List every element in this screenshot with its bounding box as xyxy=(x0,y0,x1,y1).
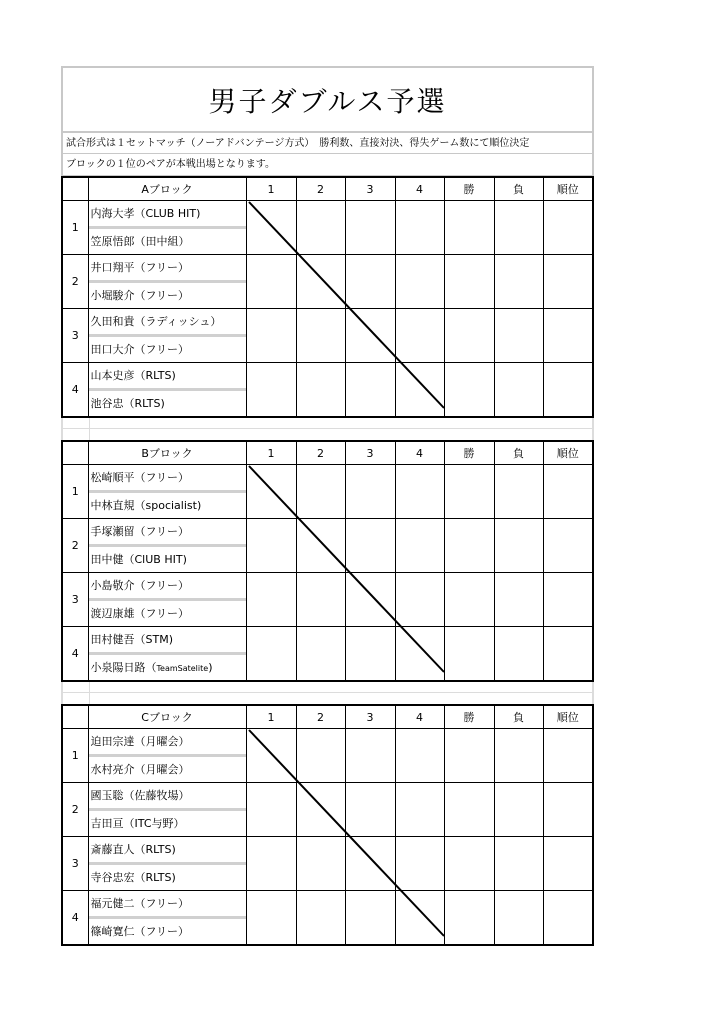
score-cell[interactable] xyxy=(296,201,345,255)
col-header-rank: 順位 xyxy=(543,177,593,201)
score-cell[interactable] xyxy=(296,363,345,418)
pair-number: 4 xyxy=(62,891,88,946)
col-header-losses: 負 xyxy=(494,705,543,729)
wins-cell[interactable] xyxy=(444,363,494,418)
rank-cell[interactable] xyxy=(543,519,593,573)
losses-cell[interactable] xyxy=(494,891,543,946)
score-cell[interactable] xyxy=(246,837,296,891)
header-row xyxy=(62,705,593,729)
pair-number: 1 xyxy=(62,465,88,519)
player-name xyxy=(89,655,246,680)
score-cell[interactable] xyxy=(345,891,395,946)
rank-cell[interactable] xyxy=(543,573,593,627)
losses-cell[interactable] xyxy=(494,363,543,418)
pair-names xyxy=(88,783,246,837)
col-header-2: 2 xyxy=(296,177,345,201)
pair-names xyxy=(88,201,246,255)
score-cell[interactable] xyxy=(395,837,444,891)
pair-row xyxy=(62,783,593,837)
block-name: Cブロック xyxy=(88,705,246,729)
player-name: 久田和貴（ラディッシュ） xyxy=(89,309,246,337)
player-name: 斎藤直人（RLTS) xyxy=(89,837,246,865)
sheet xyxy=(61,66,594,946)
pair-row xyxy=(62,201,593,255)
player-name: 國玉聡（佐藤牧場） xyxy=(89,783,246,811)
pair-row xyxy=(62,519,593,573)
pair-row xyxy=(62,363,593,418)
col-header-rank: 順位 xyxy=(543,441,593,465)
score-cell[interactable] xyxy=(296,627,345,682)
score-cell[interactable] xyxy=(345,309,395,363)
score-cell[interactable] xyxy=(345,837,395,891)
pair-names xyxy=(88,573,246,627)
score-cell[interactable] xyxy=(246,891,296,946)
score-cell[interactable] xyxy=(296,519,345,573)
block-c-table xyxy=(61,704,594,946)
pair-row xyxy=(62,837,593,891)
pair-number: 3 xyxy=(62,837,88,891)
col-header-2: 2 xyxy=(296,705,345,729)
score-cell[interactable] xyxy=(395,201,444,255)
block-a xyxy=(61,176,594,418)
block-spacer xyxy=(61,418,594,440)
rank-cell[interactable] xyxy=(543,465,593,519)
losses-cell[interactable] xyxy=(494,309,543,363)
col-header-4: 4 xyxy=(395,441,444,465)
player-name: 田口大介（フリー） xyxy=(90,343,190,356)
wins-cell[interactable] xyxy=(444,519,494,573)
block-name: Aブロック xyxy=(88,177,246,201)
col-header-3: 3 xyxy=(345,441,395,465)
rules-text: 試合形式は１セットマッチ（ノーアドバンテージ方式） 勝利数、直接対決、得失ゲーム数にて順位決定 xyxy=(61,132,594,154)
score-cell[interactable] xyxy=(296,891,345,946)
score-cell[interactable] xyxy=(296,309,345,363)
col-header-2: 2 xyxy=(296,441,345,465)
score-cell[interactable] xyxy=(246,519,296,573)
col-header-1: 1 xyxy=(246,441,296,465)
pair-row xyxy=(62,465,593,519)
corner-cell xyxy=(62,177,88,201)
score-cell[interactable] xyxy=(246,309,296,363)
score-cell[interactable] xyxy=(345,573,395,627)
score-cell[interactable] xyxy=(395,309,444,363)
score-cell[interactable] xyxy=(246,627,296,682)
score-cell[interactable] xyxy=(296,255,345,309)
losses-cell[interactable] xyxy=(494,255,543,309)
rank-cell[interactable] xyxy=(543,783,593,837)
block-c xyxy=(61,704,594,946)
score-cell[interactable] xyxy=(246,783,296,837)
score-cell[interactable] xyxy=(246,465,296,519)
player-name: 松崎順平（フリー） xyxy=(89,465,246,493)
col-header-3: 3 xyxy=(345,705,395,729)
score-cell[interactable] xyxy=(395,519,444,573)
col-header-losses: 負 xyxy=(494,441,543,465)
pair-number: 2 xyxy=(62,519,88,573)
player-name: 福元健二（フリー） xyxy=(89,891,246,919)
pair-names xyxy=(88,309,246,363)
score-cell[interactable] xyxy=(395,627,444,682)
score-cell[interactable] xyxy=(345,363,395,418)
score-cell[interactable] xyxy=(345,783,395,837)
pair-row xyxy=(62,729,593,783)
pair-number: 3 xyxy=(62,573,88,627)
losses-cell[interactable] xyxy=(494,837,543,891)
player-team-small: TeamSatelite xyxy=(156,664,209,673)
player-name: 寺谷忠宏（RLTS) xyxy=(90,871,176,884)
block-a-table xyxy=(61,176,594,418)
losses-cell[interactable] xyxy=(494,627,543,682)
pair-names xyxy=(88,363,246,418)
pair-row xyxy=(62,891,593,946)
score-cell[interactable] xyxy=(296,729,345,783)
col-header-wins: 勝 xyxy=(444,441,494,465)
score-cell[interactable] xyxy=(246,255,296,309)
col-header-wins: 勝 xyxy=(444,177,494,201)
player-name: 迫田宗達（月曜会） xyxy=(89,729,246,757)
col-header-wins: 勝 xyxy=(444,705,494,729)
pair-row xyxy=(62,627,593,682)
wins-cell[interactable] xyxy=(444,573,494,627)
pair-names xyxy=(88,837,246,891)
score-cell[interactable] xyxy=(345,201,395,255)
rank-cell[interactable] xyxy=(543,837,593,891)
player-name: 手塚瀬留（フリー） xyxy=(89,519,246,547)
rank-cell[interactable] xyxy=(543,363,593,418)
score-cell[interactable] xyxy=(395,729,444,783)
pair-number: 1 xyxy=(62,729,88,783)
player-name-main: 小泉陽日路（ xyxy=(90,661,157,674)
col-header-losses: 負 xyxy=(494,177,543,201)
wins-cell[interactable] xyxy=(444,783,494,837)
score-cell[interactable] xyxy=(345,255,395,309)
score-cell[interactable] xyxy=(246,729,296,783)
col-header-1: 1 xyxy=(246,177,296,201)
losses-cell[interactable] xyxy=(494,573,543,627)
losses-cell[interactable] xyxy=(494,465,543,519)
rank-cell[interactable] xyxy=(543,891,593,946)
pair-names xyxy=(88,729,246,783)
pair-names xyxy=(88,255,246,309)
wins-cell[interactable] xyxy=(444,837,494,891)
player-name: 内海大孝（CLUB HIT) xyxy=(89,201,246,229)
player-name: 山本史彦（RLTS) xyxy=(89,363,246,391)
player-name: 吉田亘（ITC与野） xyxy=(90,817,185,830)
col-header-1: 1 xyxy=(246,705,296,729)
player-name: 井口翔平（フリー） xyxy=(89,255,246,283)
player-name-end: ) xyxy=(208,661,213,674)
losses-cell[interactable] xyxy=(494,519,543,573)
score-cell[interactable] xyxy=(345,729,395,783)
block-b-table xyxy=(61,440,594,682)
player-name: 渡辺康雄（フリー） xyxy=(90,607,190,620)
wins-cell[interactable] xyxy=(444,627,494,682)
wins-cell[interactable] xyxy=(444,255,494,309)
rank-cell[interactable] xyxy=(543,309,593,363)
score-cell[interactable] xyxy=(296,465,345,519)
col-header-3: 3 xyxy=(345,177,395,201)
player-name: 池谷忠（RLTS) xyxy=(90,397,165,410)
header-row xyxy=(62,441,593,465)
wins-cell[interactable] xyxy=(444,309,494,363)
pair-row xyxy=(62,573,593,627)
rank-cell[interactable] xyxy=(543,255,593,309)
pair-number: 4 xyxy=(62,363,88,418)
pair-row xyxy=(62,255,593,309)
player-name: 小島敬介（フリー） xyxy=(89,573,246,601)
pair-number: 3 xyxy=(62,309,88,363)
player-name: 篠崎寛仁（フリー） xyxy=(90,925,190,938)
score-cell[interactable] xyxy=(246,201,296,255)
player-name: 水村亮介（月曜会） xyxy=(90,763,190,776)
rank-cell[interactable] xyxy=(543,201,593,255)
corner-cell xyxy=(62,441,88,465)
player-name: 笠原悟郎（田中組） xyxy=(90,235,190,248)
score-cell[interactable] xyxy=(395,363,444,418)
score-cell[interactable] xyxy=(345,627,395,682)
score-cell[interactable] xyxy=(296,573,345,627)
losses-cell[interactable] xyxy=(494,729,543,783)
block-spacer xyxy=(61,682,594,704)
player-name: 田村健吾（STM) xyxy=(89,627,246,655)
score-cell[interactable] xyxy=(345,519,395,573)
pair-number: 2 xyxy=(62,783,88,837)
header-row xyxy=(62,177,593,201)
wins-cell[interactable] xyxy=(444,729,494,783)
pair-names xyxy=(88,891,246,946)
player-name: 小堀駿介（フリー） xyxy=(90,289,190,302)
score-cell[interactable] xyxy=(296,783,345,837)
pair-names xyxy=(88,519,246,573)
score-cell[interactable] xyxy=(246,363,296,418)
title-box xyxy=(61,66,594,132)
rank-cell[interactable] xyxy=(543,627,593,682)
rank-cell[interactable] xyxy=(543,729,593,783)
losses-cell[interactable] xyxy=(494,201,543,255)
score-cell[interactable] xyxy=(345,465,395,519)
pair-names xyxy=(88,465,246,519)
page-title: 男子ダブルス予選 xyxy=(208,84,447,118)
player-name: 田中健（ClUB HIT) xyxy=(90,553,187,566)
pair-number: 4 xyxy=(62,627,88,682)
pair-number: 1 xyxy=(62,201,88,255)
pair-number: 2 xyxy=(62,255,88,309)
score-cell[interactable] xyxy=(395,891,444,946)
block-name: Bブロック xyxy=(88,441,246,465)
wins-cell[interactable] xyxy=(444,891,494,946)
pair-row xyxy=(62,309,593,363)
col-header-rank: 順位 xyxy=(543,705,593,729)
score-cell[interactable] xyxy=(395,255,444,309)
score-cell[interactable] xyxy=(395,573,444,627)
score-cell[interactable] xyxy=(296,837,345,891)
wins-cell[interactable] xyxy=(444,465,494,519)
losses-cell[interactable] xyxy=(494,783,543,837)
score-cell[interactable] xyxy=(246,573,296,627)
pair-names xyxy=(88,627,246,682)
score-cell[interactable] xyxy=(395,783,444,837)
player-name: 中林直規（spocialist) xyxy=(90,499,202,512)
col-header-4: 4 xyxy=(395,177,444,201)
note-text: ブロックの１位のペアが本戦出場となります。 xyxy=(61,154,594,176)
block-b xyxy=(61,440,594,682)
corner-cell xyxy=(62,705,88,729)
wins-cell[interactable] xyxy=(444,201,494,255)
score-cell[interactable] xyxy=(395,465,444,519)
col-header-4: 4 xyxy=(395,705,444,729)
